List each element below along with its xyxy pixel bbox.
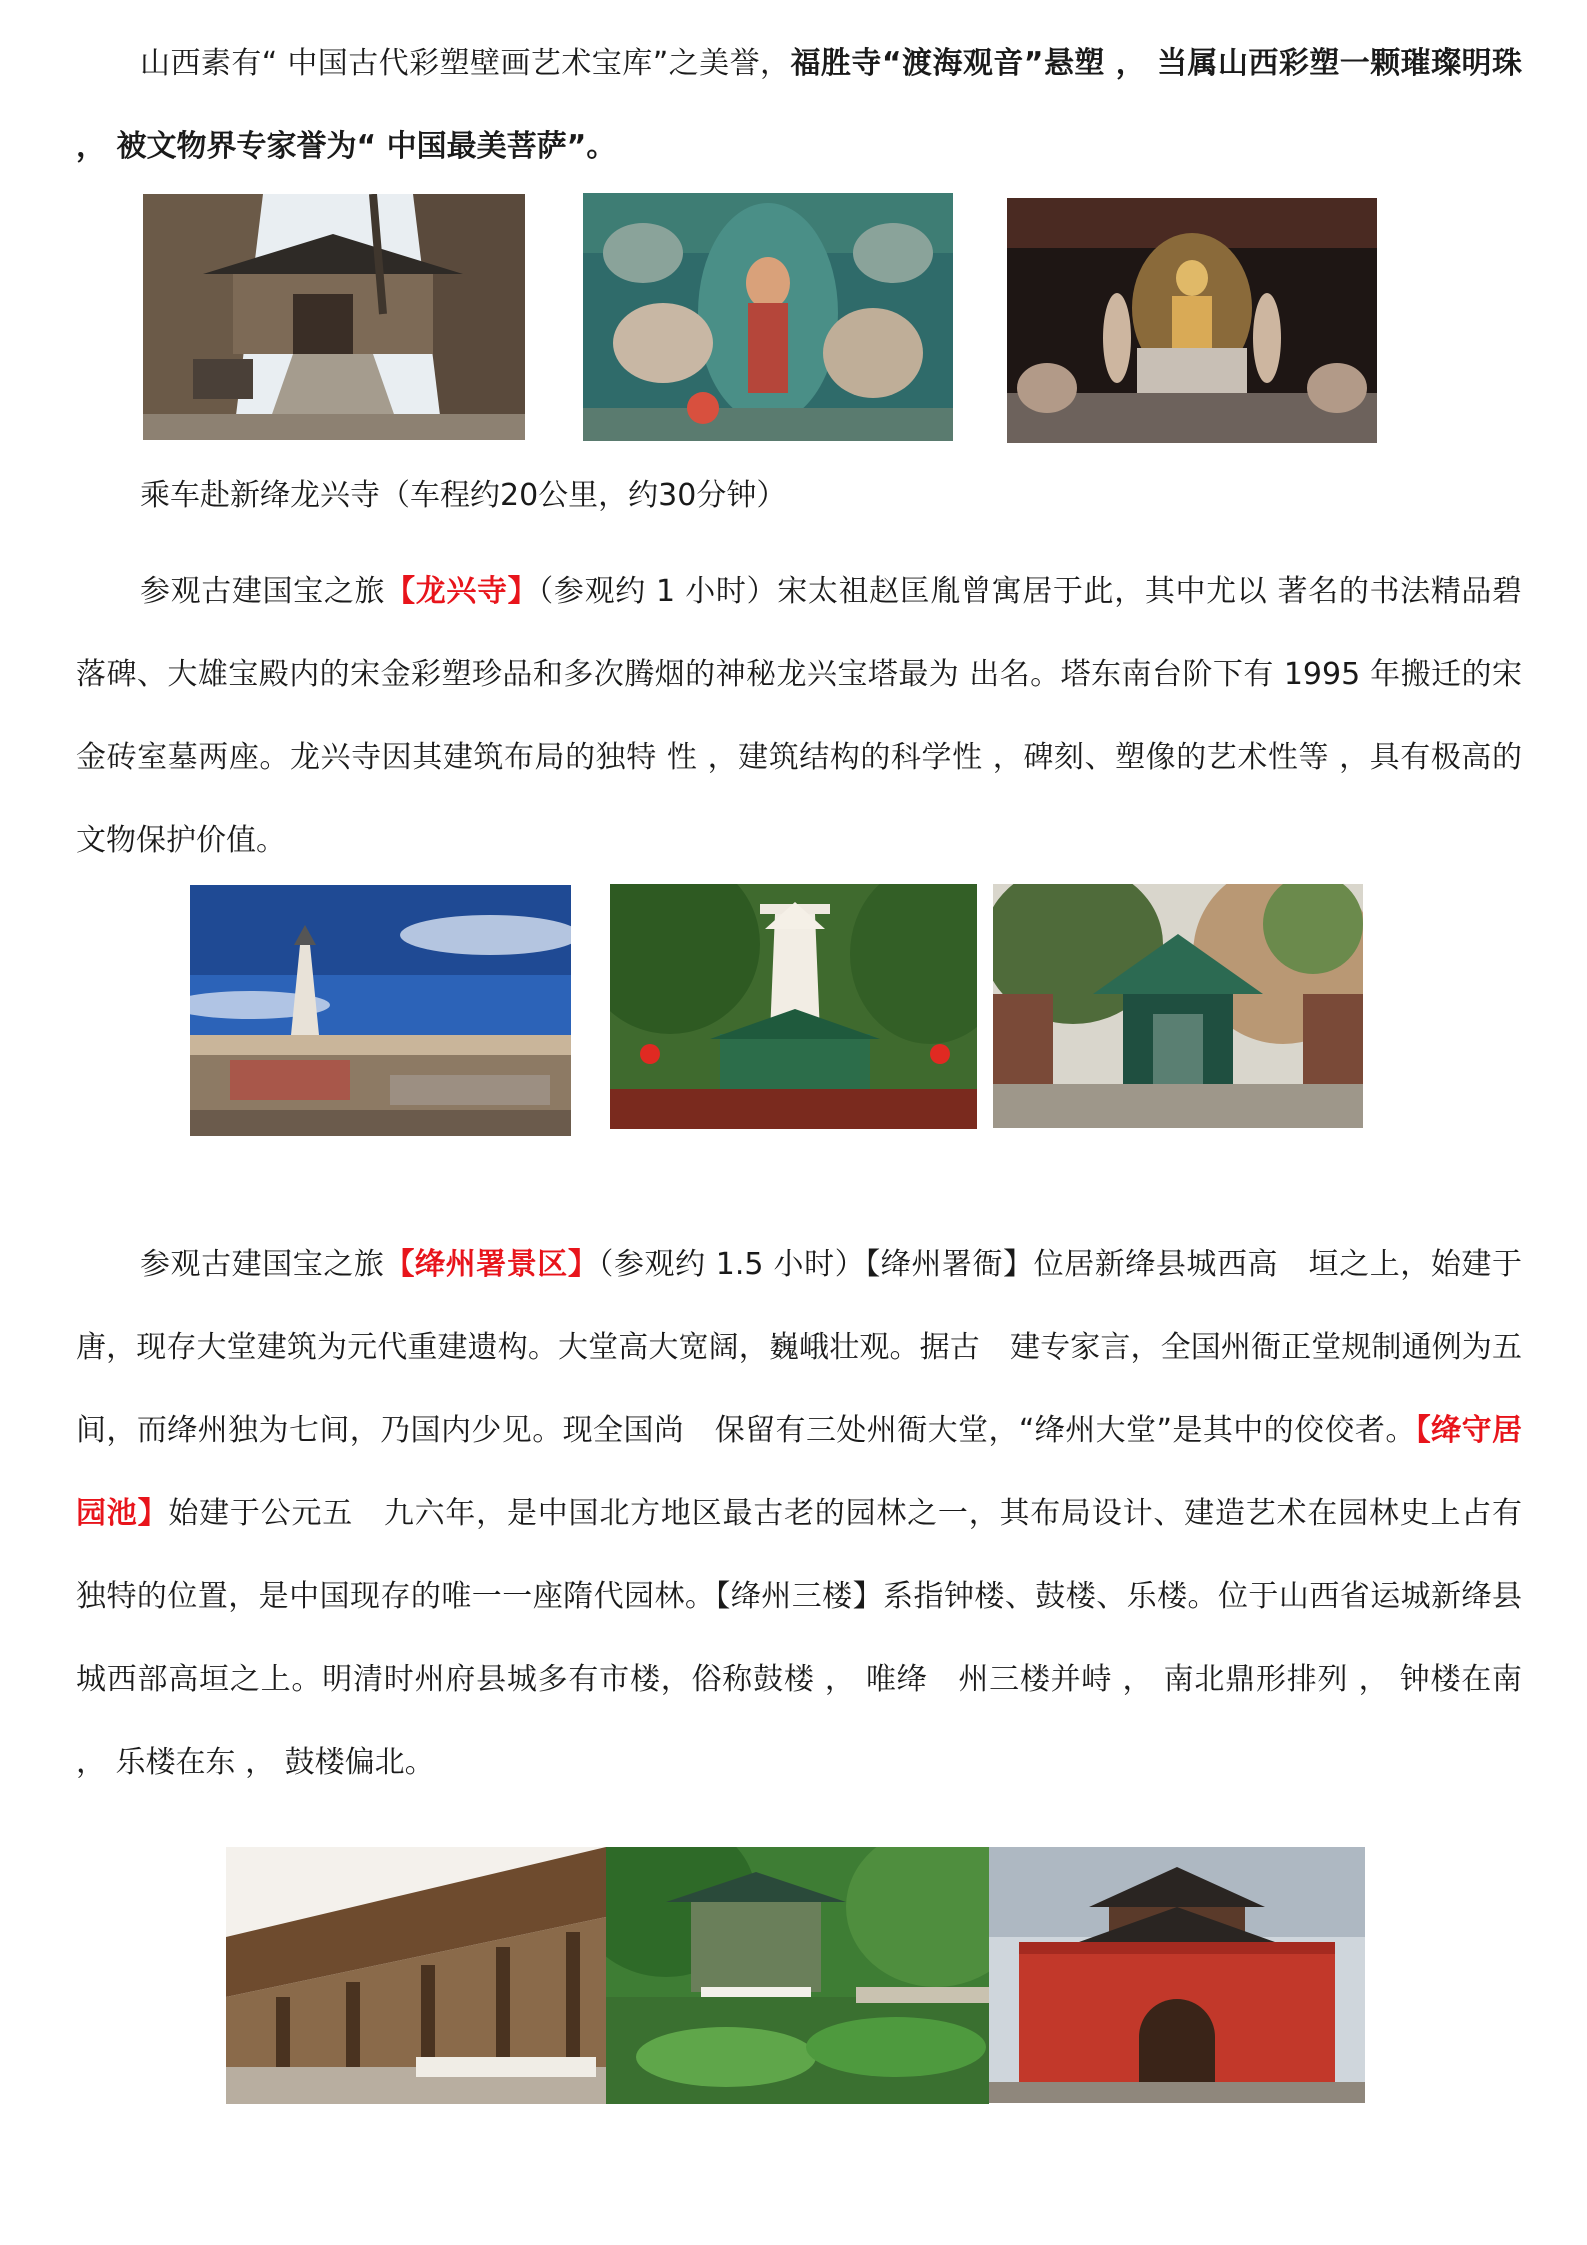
paragraph-fusheng-temple bbox=[76, 22, 1522, 188]
tour-intro-text-2: 参观古建国宝之旅 bbox=[140, 1247, 385, 1282]
photo-temple-courtyard bbox=[143, 194, 525, 440]
photo-hall-buddha-statues bbox=[1007, 198, 1377, 443]
photo-pavilion-with-trees bbox=[993, 884, 1363, 1128]
tour-intro-text: 参观古建国宝之旅 bbox=[140, 574, 386, 609]
paragraph-travel-to-longxing bbox=[76, 476, 1522, 516]
bold-highlight-text: 福胜寺“渡海观音”悬塑 ， 当属山西彩塑一颗璀璨明珠 ， 被文物界专家誉为“ 中国最美菩萨”。 bbox=[76, 46, 1523, 164]
jiangzhou-office-description: （参观约 1.5 小时）【绛州署衙】位居新绛县城西高 垣之上，始建于唐，现存大堂建筑为元代重建遗构。大堂高大宽阔，巍峨壮观。据古 建专家言，全国州衙正堂规制通例为五间，而绛州独为七间，乃国内少见。现全国尚 保留有三处州衙大堂，“绛州大堂”是其中的佼佼者。 bbox=[76, 1247, 1522, 1448]
highlight-longxing-temple: 【龙兴寺】 bbox=[385, 574, 539, 609]
highlight-jiangzhou-office: 【绛州署景区】 bbox=[384, 1247, 599, 1282]
garden-and-towers-description: 始建于公元五 九六年，是中国北方地区最古老的园林之一，其布局设计、建造艺术在园林史上占有 独特的位置，是中国现存的唯一一座隋代园林。【绛州三楼】系指钟楼、鼓楼、乐楼。位于山西省运城新绛县城西部高垣之上。明清时州府县城多有市楼，俗称鼓楼 ， 唯绛 州三楼并峙 ， 南北鼎形排列 ， 钟楼在南 ， 乐楼在东 ， 鼓楼偏北。 bbox=[76, 1496, 1553, 1780]
longxing-description-text: （参观约 1 小时）宋太祖赵匡胤曾寓居于此，其中尤以 著名的书法精品碧落碑、大雄宝殿内的宋金彩塑珍品和多次腾烟的神秘龙兴宝塔最为 出名。塔东南台阶下有 1995 年搬迁的宋金砖室墓两座。龙兴寺因其建筑布局的独特 性 ，建筑结构的科学性 ，碑刻、塑像的艺术性等 ，具有极高的文物保护价值。 bbox=[76, 574, 1523, 858]
paragraph-jiangzhou-office bbox=[76, 1223, 1553, 1804]
travel-note-text: 乘车赴新绛龙兴寺（车程约20公里，约30分钟） bbox=[140, 478, 787, 513]
photo-pagoda-through-trees bbox=[610, 884, 977, 1129]
photo-jiangzhou-great-hall bbox=[226, 1847, 606, 2104]
photo-longxing-pagoda-skyline bbox=[190, 885, 571, 1136]
intro-text: 山西素有“ 中国古代彩塑壁画艺术宝库”之美誉， bbox=[140, 46, 791, 81]
paragraph-longxing-temple bbox=[76, 550, 1522, 882]
photo-garden-pavilion-pond bbox=[606, 1847, 989, 2104]
photo-guanyin-sculpture bbox=[583, 193, 953, 441]
highlight-jiangshouju-garden: 【绛守居园池】 bbox=[76, 1413, 1522, 1531]
photo-drum-tower-gate bbox=[989, 1847, 1365, 2103]
